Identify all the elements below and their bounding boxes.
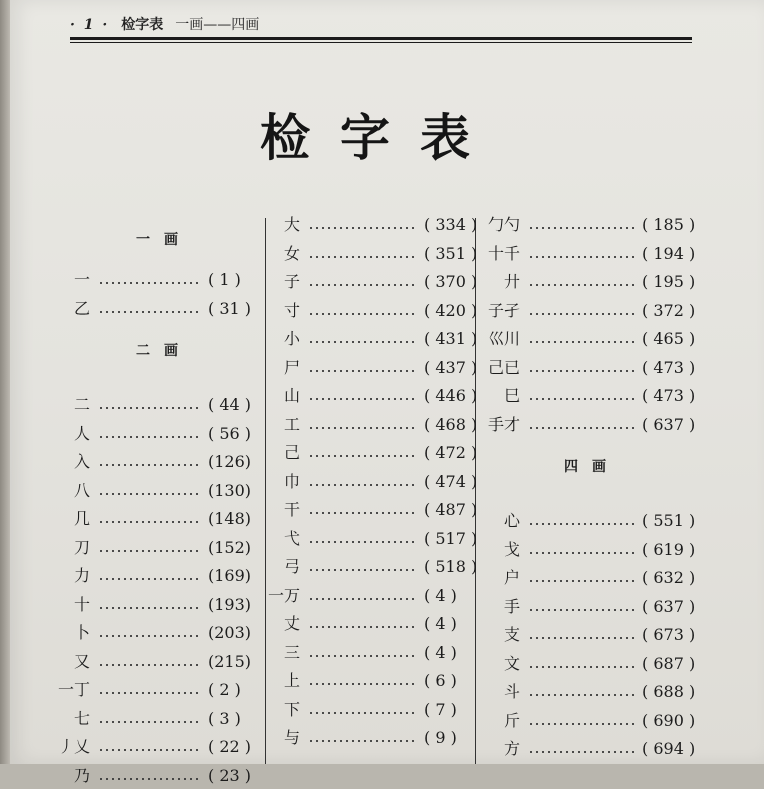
page-reference: ( 517 ): [424, 528, 478, 548]
index-character: 丈: [283, 614, 300, 633]
index-entry[interactable]: [472, 622, 708, 648]
page-reference: ( 370 ): [424, 272, 478, 291]
page-reference: ( 22 ): [208, 737, 252, 756]
page-reference: ( 31 ): [208, 298, 252, 318]
index-character: 支: [503, 625, 520, 644]
page-reference: ( 185 ): [642, 215, 696, 234]
dot-leader: [308, 697, 418, 723]
index-character: 乃: [73, 765, 90, 785]
dot-leader: [308, 326, 418, 352]
book-spine: [0, 0, 10, 764]
index-entry[interactable]: [44, 392, 270, 418]
index-character: 下: [283, 699, 300, 719]
page-reference: (126): [208, 452, 252, 471]
page-reference: ( 420 ): [424, 300, 478, 320]
index-character: 七: [73, 708, 90, 728]
dot-leader: [308, 640, 418, 666]
dot-leader: [528, 412, 636, 438]
dot-leader: [308, 298, 418, 324]
index-character: 斤: [503, 710, 520, 730]
index-character: 又: [73, 651, 90, 671]
index-character: 八: [73, 480, 90, 500]
page-reference: ( 518 ): [424, 557, 478, 576]
index-character: 巛川: [487, 329, 520, 348]
dot-leader: [98, 563, 202, 589]
index-entry[interactable]: [472, 736, 708, 762]
header-rule-thick: [70, 37, 692, 40]
index-character: 与: [283, 728, 300, 747]
header-subtitle: 一画——四画: [175, 17, 260, 33]
index-entry[interactable]: [262, 241, 486, 267]
page-reference: ( 6 ): [424, 671, 457, 690]
page-reference: ( 2 ): [208, 680, 241, 699]
index-entry[interactable]: [472, 537, 708, 563]
stroke-count-heading: 一画: [136, 232, 192, 248]
dot-leader: [528, 708, 636, 734]
dot-leader: [528, 212, 636, 238]
index-entry[interactable]: [44, 677, 270, 703]
index-character: 手才: [487, 414, 520, 434]
page-reference: ( 23 ): [208, 765, 252, 785]
stroke-count-heading: 二画: [136, 343, 192, 359]
index-character: 己: [283, 443, 300, 462]
dot-leader: [308, 440, 418, 466]
index-character: 文: [503, 653, 520, 673]
index-entry[interactable]: [44, 506, 270, 532]
index-character: 一万: [267, 585, 300, 605]
dot-leader: [528, 565, 636, 591]
index-entry[interactable]: [472, 383, 708, 409]
index-character: 一丁: [57, 680, 90, 699]
dot-leader: [98, 478, 202, 504]
dot-leader: [308, 668, 418, 694]
index-character: 卜: [73, 623, 90, 642]
index-character: 一: [73, 270, 90, 289]
index-entry[interactable]: [262, 355, 486, 381]
dot-leader: [528, 651, 636, 677]
index-entry[interactable]: [44, 592, 270, 618]
index-character: 大: [283, 215, 300, 234]
page-reference: ( 694 ): [642, 739, 696, 758]
index-entry[interactable]: [262, 668, 486, 694]
page-reference: ( 4 ): [424, 642, 457, 662]
page-reference: ( 687 ): [642, 653, 696, 673]
page-reference: ( 637 ): [642, 414, 696, 434]
dot-leader: [528, 298, 636, 324]
page-reference: ( 194 ): [642, 243, 696, 263]
dot-leader: [308, 497, 418, 523]
page-reference: ( 487 ): [424, 500, 478, 519]
dot-leader: [98, 449, 202, 475]
page-reference: ( 56 ): [208, 423, 252, 443]
index-character: 子孑: [487, 300, 520, 320]
index-entry[interactable]: [44, 563, 270, 589]
page-reference: ( 4 ): [424, 614, 457, 633]
dot-leader: [528, 736, 636, 762]
page-reference: ( 44 ): [208, 395, 252, 414]
page-reference: (215): [208, 651, 252, 671]
page-reference: (152): [208, 537, 252, 557]
dot-leader: [98, 535, 202, 561]
index-character: 手: [503, 596, 520, 616]
index-entry[interactable]: [44, 734, 270, 760]
index-entry[interactable]: [472, 326, 708, 352]
page-reference: ( 473 ): [642, 357, 696, 377]
dot-leader: [308, 212, 418, 238]
page-reference: (130): [208, 480, 252, 500]
index-character: 弋: [283, 528, 300, 548]
index-character: 斗: [503, 682, 520, 701]
index-character: 二: [73, 395, 90, 414]
index-character: 尸: [283, 357, 300, 377]
index-character: 弓: [283, 557, 300, 576]
index-entry[interactable]: [44, 296, 270, 322]
index-entry[interactable]: [44, 620, 270, 646]
index-character: 上: [283, 671, 300, 690]
page-reference: ( 473 ): [642, 386, 696, 405]
header-title: 检字表: [121, 17, 164, 33]
page-reference: ( 437 ): [424, 357, 478, 377]
page-reference: (148): [208, 509, 252, 528]
index-character: 十: [73, 594, 90, 614]
index-entry[interactable]: [472, 651, 708, 677]
index-entry[interactable]: [262, 383, 486, 409]
index-entry[interactable]: [472, 565, 708, 591]
page-title: 检字表: [260, 109, 500, 167]
index-entry[interactable]: [472, 241, 708, 267]
dot-leader: [308, 383, 418, 409]
index-entry[interactable]: [44, 478, 270, 504]
index-entry[interactable]: [44, 267, 270, 293]
index-entry[interactable]: [262, 497, 486, 523]
page-reference: (193): [208, 594, 252, 614]
page-reference: ( 7 ): [424, 699, 457, 719]
index-character: 廾: [503, 272, 520, 291]
page-reference: ( 334 ): [424, 215, 478, 234]
dot-leader: [98, 763, 202, 789]
page-reference: ( 4 ): [424, 585, 457, 605]
dot-leader: [98, 620, 202, 646]
index-entry[interactable]: [262, 554, 486, 580]
index-character: 小: [283, 329, 300, 348]
index-entry[interactable]: [262, 326, 486, 352]
page-reference: ( 431 ): [424, 329, 478, 348]
index-character: 十千: [487, 243, 520, 263]
dot-leader: [528, 269, 636, 295]
dot-leader: [308, 611, 418, 637]
index-character: 丿乂: [57, 737, 90, 756]
index-character: 心: [503, 511, 520, 530]
index-entry[interactable]: [472, 412, 708, 438]
page-reference: ( 551 ): [642, 511, 696, 530]
index-entry[interactable]: [262, 469, 486, 495]
dot-leader: [528, 241, 636, 267]
index-entry[interactable]: [262, 611, 486, 637]
index-character: 乙: [73, 298, 90, 318]
dot-leader: [308, 355, 418, 381]
index-character: 工: [283, 414, 300, 434]
index-character: 寸: [283, 300, 300, 320]
index-entry[interactable]: [262, 412, 486, 438]
dot-leader: [528, 326, 636, 352]
page-reference: ( 637 ): [642, 596, 696, 616]
dot-leader: [98, 506, 202, 532]
index-character: 力: [73, 566, 90, 585]
page-reference: ( 673 ): [642, 625, 696, 644]
page-reference: ( 468 ): [424, 414, 478, 434]
index-character: 人: [73, 423, 90, 443]
dot-leader: [98, 734, 202, 760]
index-entry[interactable]: [262, 640, 486, 666]
dot-leader: [528, 508, 636, 534]
page-reference: ( 690 ): [642, 710, 696, 730]
index-entry[interactable]: [44, 421, 270, 447]
dot-leader: [528, 679, 636, 705]
index-character: 女: [283, 243, 300, 263]
stroke-count-heading: 四画: [564, 459, 620, 475]
dot-leader: [308, 412, 418, 438]
index-entry[interactable]: [44, 649, 270, 675]
page-reference: ( 472 ): [424, 443, 478, 462]
dot-leader: [98, 706, 202, 732]
dot-leader: [528, 622, 636, 648]
index-character: 干: [283, 500, 300, 519]
dot-leader: [308, 725, 418, 751]
dot-leader: [308, 554, 418, 580]
index-entry[interactable]: [44, 763, 270, 789]
dot-leader: [528, 537, 636, 563]
index-entry[interactable]: [262, 725, 486, 751]
page-reference: ( 1 ): [208, 270, 241, 289]
index-entry[interactable]: [262, 697, 486, 723]
index-entry[interactable]: [44, 535, 270, 561]
page-reference: ( 465 ): [642, 329, 696, 348]
page-reference: ( 3 ): [208, 708, 241, 728]
page-reference: ( 195 ): [642, 272, 696, 291]
index-entry[interactable]: [262, 212, 486, 238]
dot-leader: [308, 269, 418, 295]
index-entry[interactable]: [472, 212, 708, 238]
index-character: 巳: [503, 386, 520, 405]
page-reference: ( 351 ): [424, 243, 478, 263]
dot-leader: [308, 469, 418, 495]
index-entry[interactable]: [472, 269, 708, 295]
index-entry[interactable]: [262, 583, 486, 609]
page-reference: (203): [208, 623, 252, 642]
page-reference: ( 474 ): [424, 471, 478, 491]
page-reference: ( 619 ): [642, 539, 696, 559]
index-entry[interactable]: [472, 594, 708, 620]
index-entry[interactable]: [472, 355, 708, 381]
index-entry[interactable]: [262, 526, 486, 552]
index-entry[interactable]: [472, 298, 708, 324]
page-reference: (169): [208, 566, 252, 585]
dot-leader: [98, 649, 202, 675]
index-entry[interactable]: [262, 269, 486, 295]
index-character: 山: [283, 386, 300, 405]
index-entry[interactable]: [262, 298, 486, 324]
index-entry[interactable]: [472, 508, 708, 534]
page-reference: ( 9 ): [424, 728, 457, 747]
dot-leader: [308, 241, 418, 267]
page-reference: ( 632 ): [642, 568, 696, 587]
index-character: 三: [283, 642, 300, 662]
index-character: 刀: [73, 537, 90, 557]
index-entry[interactable]: [44, 449, 270, 475]
page-reference: ( 688 ): [642, 682, 696, 701]
index-character: 几: [73, 509, 90, 528]
dot-leader: [98, 267, 202, 293]
dot-leader: [308, 583, 418, 609]
index-entry[interactable]: [44, 706, 270, 732]
dot-leader: [528, 355, 636, 381]
index-character: 勹勺: [487, 215, 520, 234]
dot-leader: [528, 594, 636, 620]
index-character: 方: [503, 739, 520, 758]
dot-leader: [98, 296, 202, 322]
page-reference: ( 372 ): [642, 300, 696, 320]
header-rule-thin: [70, 42, 692, 43]
index-entry[interactable]: [472, 708, 708, 734]
index-character: 己已: [487, 357, 520, 377]
index-entry[interactable]: [262, 440, 486, 466]
dot-leader: [98, 392, 202, 418]
index-character: 户: [503, 568, 520, 587]
dot-leader: [308, 526, 418, 552]
page-reference: ( 446 ): [424, 386, 478, 405]
dot-leader: [98, 592, 202, 618]
index-character: 戈: [503, 539, 520, 559]
dot-leader: [528, 383, 636, 409]
index-character: 入: [73, 452, 90, 471]
dot-leader: [98, 421, 202, 447]
index-character: 巾: [283, 471, 300, 491]
dot-leader: [98, 677, 202, 703]
page-number: · 1 ·: [70, 17, 110, 33]
index-character: 子: [283, 272, 300, 291]
index-entry[interactable]: [472, 679, 708, 705]
